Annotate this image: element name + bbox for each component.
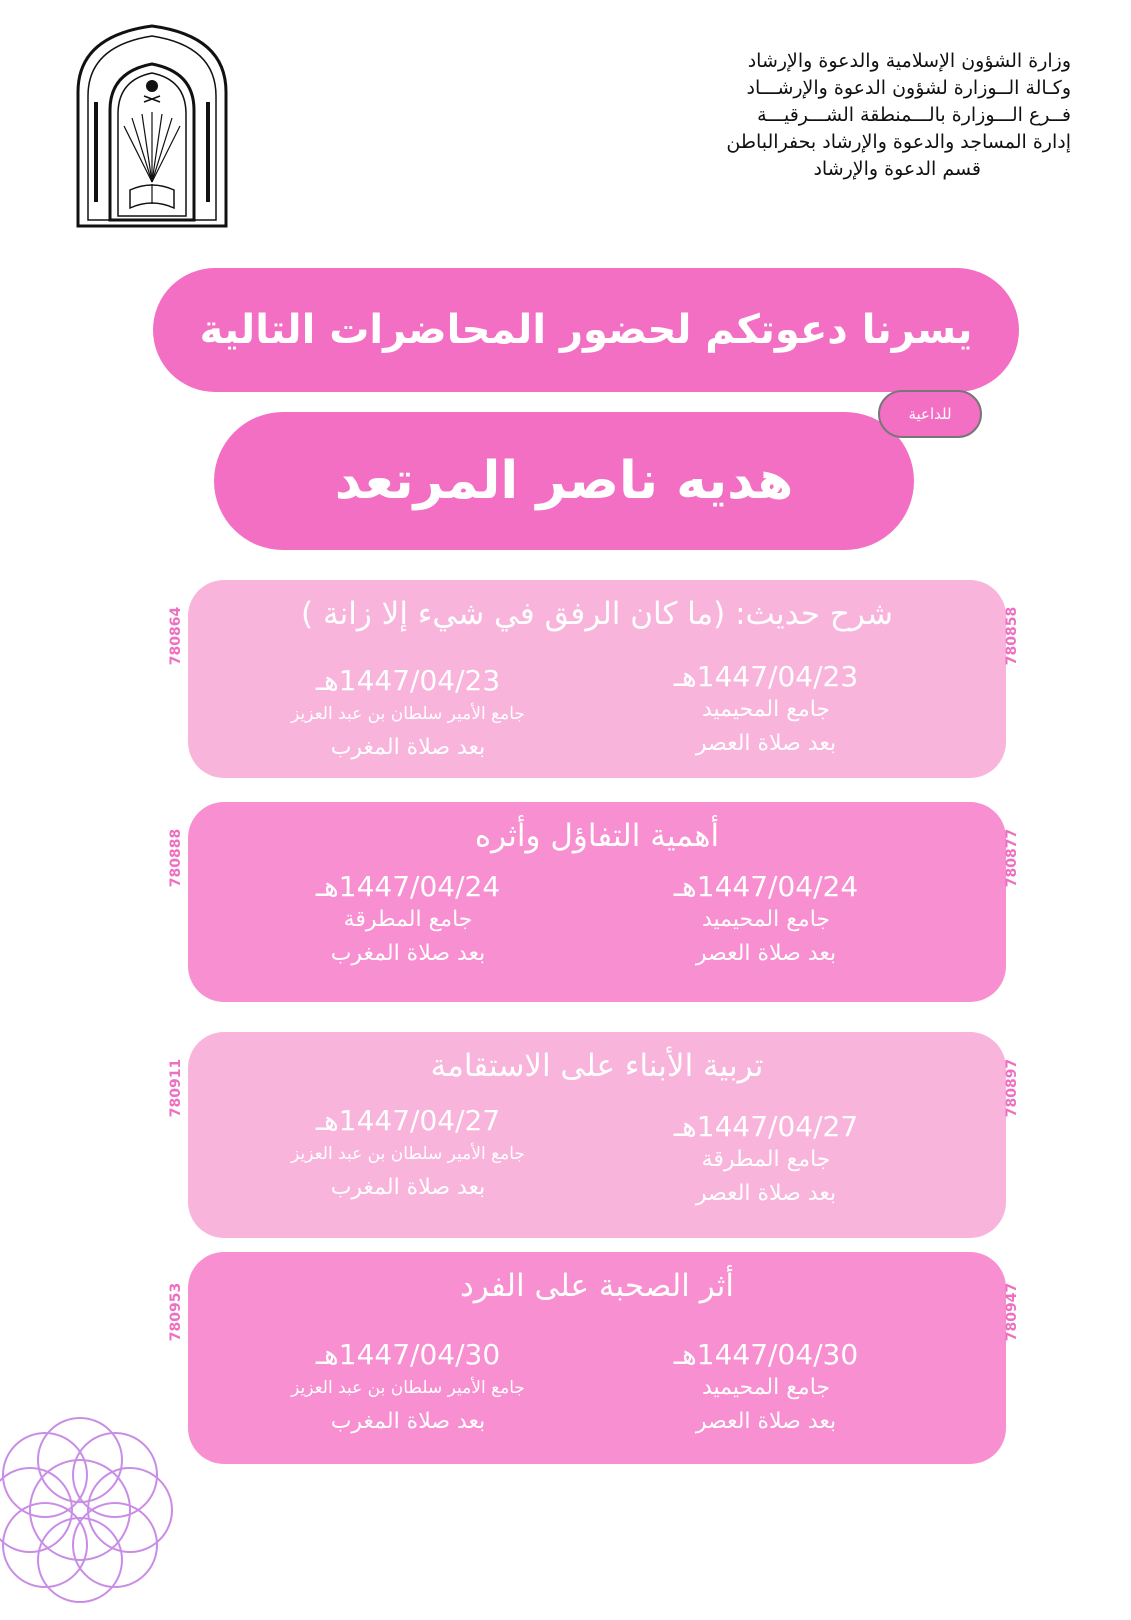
lecture-card [188, 1032, 1006, 1238]
session-right [616, 870, 916, 972]
session-time: بعد صلاة المغرب [330, 1409, 486, 1434]
session-mosque: جامع المحيميد [701, 907, 831, 932]
lecture-code-right: 780877 [1004, 828, 1020, 888]
session-time: بعد صلاة العصر [695, 731, 837, 756]
ministry-line-2: وكـالة الــوزارة لشؤون الدعوة والإرشـــاد [746, 77, 1071, 99]
session-right [616, 1338, 916, 1440]
session-right [616, 1110, 916, 1212]
ministry-header [651, 48, 1071, 183]
lecture-title: تربية الأبناء على الاستقامة [430, 1048, 764, 1084]
session-date: 1447/04/27هـ [315, 1104, 501, 1137]
session-time: بعد صلاة المغرب [330, 941, 486, 966]
session-date: 1447/04/24هـ [673, 870, 859, 903]
session-mosque: جامع المطرقة [701, 1147, 831, 1172]
session-mosque: جامع المحيميد [701, 697, 831, 722]
session-left [258, 1104, 558, 1206]
lecture-code-right: 780947 [1004, 1282, 1020, 1342]
lecture-code-right: 780897 [1004, 1058, 1020, 1118]
lecture-code-left: 780953 [168, 1282, 184, 1342]
session-date: 1447/04/30هـ [673, 1338, 859, 1371]
session-date: 1447/04/27هـ [673, 1110, 859, 1143]
lecture-title: شرح حديث: (ما كان الرفق في شيء إلا زانة ) [301, 596, 893, 632]
session-date: 1447/04/23هـ [673, 660, 859, 693]
session-time: بعد صلاة العصر [695, 1181, 837, 1206]
decorative-pattern-icon [0, 1400, 190, 1620]
session-time: بعد صلاة المغرب [330, 735, 486, 760]
lecture-title: أثر الصحبة على الفرد [459, 1268, 735, 1304]
ministry-line-3: فــرع الـــوزارة بالـــمنطقة الشـــرقيـــة [757, 104, 1071, 126]
lecture-code-left: 780888 [168, 828, 184, 888]
session-date: 1447/04/30هـ [315, 1338, 501, 1371]
lecture-card [188, 802, 1006, 1002]
session-mosque: جامع الأمير سلطان بن عبد العزيز [291, 704, 525, 724]
lecture-code-right: 780858 [1004, 606, 1020, 666]
lecture-code-left: 780864 [168, 606, 184, 666]
session-mosque: جامع المحيميد [701, 1375, 831, 1400]
ministry-logo-icon [74, 22, 230, 228]
lecture-title: أهمية التفاؤل وأثره [474, 818, 720, 854]
session-left [258, 1338, 558, 1440]
lecture-code-left: 780911 [168, 1058, 184, 1118]
preacher-name: هديه ناصر المرتعد [214, 412, 914, 550]
session-mosque: جامع الأمير سلطان بن عبد العزيز [291, 1378, 525, 1398]
session-date: 1447/04/24هـ [315, 870, 501, 903]
session-date: 1447/04/23هـ [315, 664, 501, 697]
session-mosque: جامع المطرقة [343, 907, 473, 932]
preacher-tag: للداعية [878, 390, 982, 438]
ministry-line-4: إدارة المساجد والدعوة والإرشاد بحفرالباطن [726, 131, 1071, 153]
session-mosque: جامع الأمير سلطان بن عبد العزيز [291, 1144, 525, 1164]
session-left [258, 870, 558, 972]
invitation-headline: يسرنا دعوتكم لحضور المحاضرات التالية [153, 268, 1019, 392]
session-right [616, 660, 916, 762]
ministry-line-1: وزارة الشؤون الإسلامية والدعوة والإرشاد [747, 50, 1071, 72]
session-time: بعد صلاة العصر [695, 1409, 837, 1434]
lecture-card [188, 580, 1006, 778]
session-time: بعد صلاة العصر [695, 941, 837, 966]
lecture-card [188, 1252, 1006, 1464]
session-time: بعد صلاة المغرب [330, 1175, 486, 1200]
session-left [258, 664, 558, 766]
ministry-line-5: قسم الدعوة والإرشاد [813, 158, 981, 180]
